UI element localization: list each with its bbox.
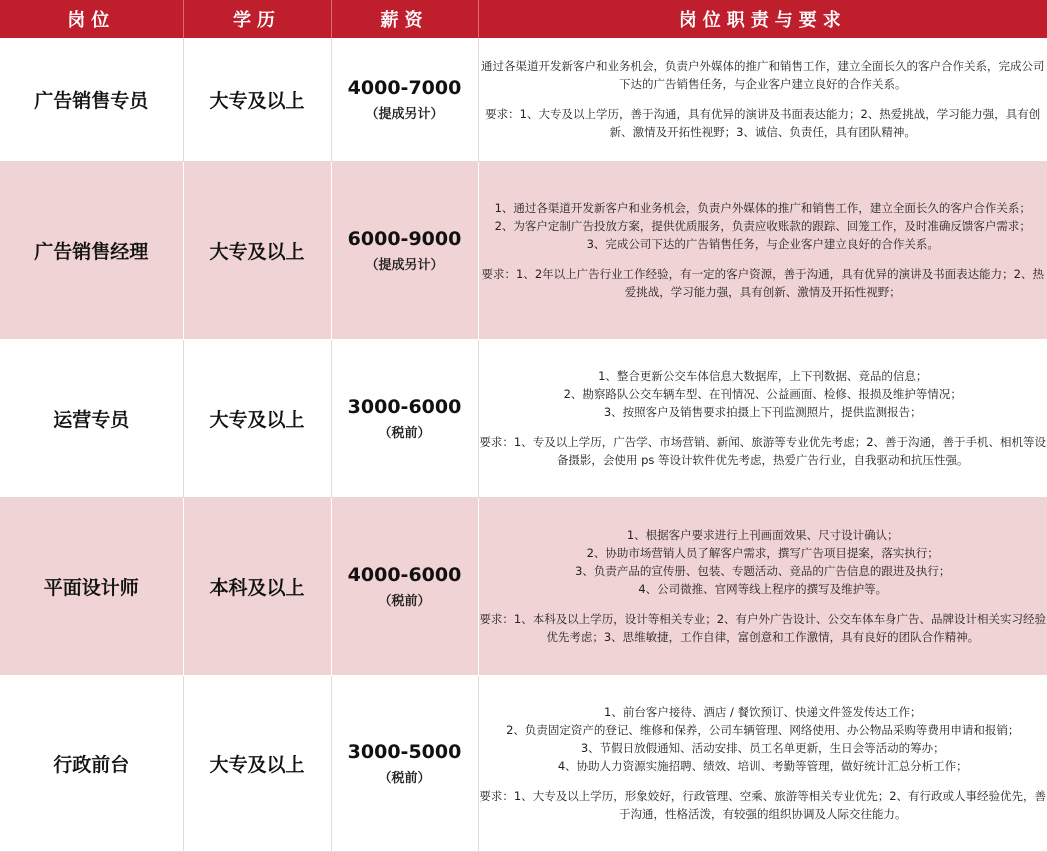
job-title: 运营专员 [53,408,130,431]
job-duties: 通过各渠道开发新客户和业务机会，负责户外媒体的推广和销售工作，建立全面长久的客户合作关系，完成公司下达的广告销售任务，与企业客户建立良好的合作关系。 [481,59,1045,92]
job-salary: 4000-6000 [347,563,462,586]
job-education: 本科及以上 [209,576,305,599]
job-education: 大专及以上 [209,753,305,776]
job-duties: 1、通过各渠道开发新客户和业务机会，负责户外媒体的推广和销售工作，建立全面长久的客户合作关系； 2、为客户定制广告投放方案，提供优质服务，负责应收账款的跟踪、回笼工作，及时准确反馈客户需求； 3、完成公司下达的广告销售任务，与企业客户建立良好的合作关系。 [494,201,1031,251]
job-duties: 1、前台客户接待、酒店 / 餐饮预订、快递文件签发传达工作； 2、负责固定资产的登记、维修和保养，公司车辆管理、网络使用、办公物品采购等费用申请和报销； 3、节假日放假通知、活动安排、员工名单更新，生日会等活动的筹办； 4、协助人力资源实施招聘、绩效、培训、考勤等管理，做好统计汇总分析工作； [506,705,1020,773]
job-duties: 1、根据客户要求进行上刊画面效果、尺寸设计确认； 2、协助市场营销人员了解客户需求，撰写广告项目提案，落实执行； 3、负责产品的宣传册、包装、专题活动、竞品的广告信息的跟进及执行； 4、公司微推、官网等线上程序的撰写及维护等。 [575,528,951,596]
job-salary-note: （提成另计） [365,106,444,122]
job-title: 广告销售专员 [34,89,149,112]
table-row [0,339,1047,497]
job-salary: 3000-5000 [347,740,462,763]
header-salary: 薪资 [331,0,478,38]
header-duties: 岗位职责与要求 [478,0,1047,38]
job-requirements: 要求：1、大专及以上学历，形象姣好，行政管理、空乘、旅游等相关专业优先；2、有行政或人事经验优先，善于沟通，性格活泼，有较强的组织协调及人际交往能力。 [479,789,1047,821]
job-salary: 3000-6000 [347,395,462,418]
job-salary: 6000-9000 [347,227,462,250]
job-salary-note: （提成另计） [365,257,444,273]
job-title: 平面设计师 [43,576,139,599]
table-row [0,38,1047,161]
job-education: 大专及以上 [209,89,305,112]
job-requirements: 要求：1、大专及以上学历，善于沟通，具有优异的演讲及书面表达能力；2、热爱挑战，学习能力强，具有创新、激情及开拓性视野；3、诚信、负责任，具有团队精神。 [485,107,1041,140]
job-requirements: 要求：1、专及以上学历，广告学、市场营销、新闻、旅游等专业优先考虑；2、善于沟通，善于手机、相机等设备摄影，会使用 ps 等设计软件优先考虑，热爱广告行业，自我驱动和抗压性强。 [479,435,1047,467]
job-education: 大专及以上 [209,240,305,263]
header-position: 岗位 [0,0,183,38]
table-header-row [0,0,1047,38]
job-duties: 1、整合更新公交车体信息大数据库，上下刊数据、竞品的信息； 2、勘察路队公交车辆车型、在刊情况、公益画面、检修、报损及维护等情况； 3、按照客户及销售要求拍摄上下刊监测照片，提供监测报告； [563,369,962,419]
table-row [0,161,1047,339]
job-education: 大专及以上 [209,408,305,431]
job-title: 行政前台 [53,753,130,776]
job-salary-note: （税前） [378,593,431,609]
table-row [0,497,1047,675]
table-row [0,675,1047,851]
job-requirements: 要求：1、本科及以上学历，设计等相关专业；2、有户外广告设计、公交车体车身广告、品牌设计相关实习经验优先考虑；3、思维敏捷，工作自律，富创意和工作激情，具有良好的团队合作精神。 [479,612,1047,644]
job-title: 广告销售经理 [34,240,149,263]
job-salary: 4000-7000 [347,76,462,99]
job-requirements: 要求：1、2年以上广告行业工作经验，有一定的客户资源，善于沟通，具有优异的演讲及书面表达能力；2、热爱挑战，学习能力强，具有创新、激情及开拓性视野； [481,267,1044,299]
job-salary-note: （税前） [378,770,431,786]
job-salary-note: （税前） [378,425,431,441]
header-education: 学历 [183,0,331,38]
